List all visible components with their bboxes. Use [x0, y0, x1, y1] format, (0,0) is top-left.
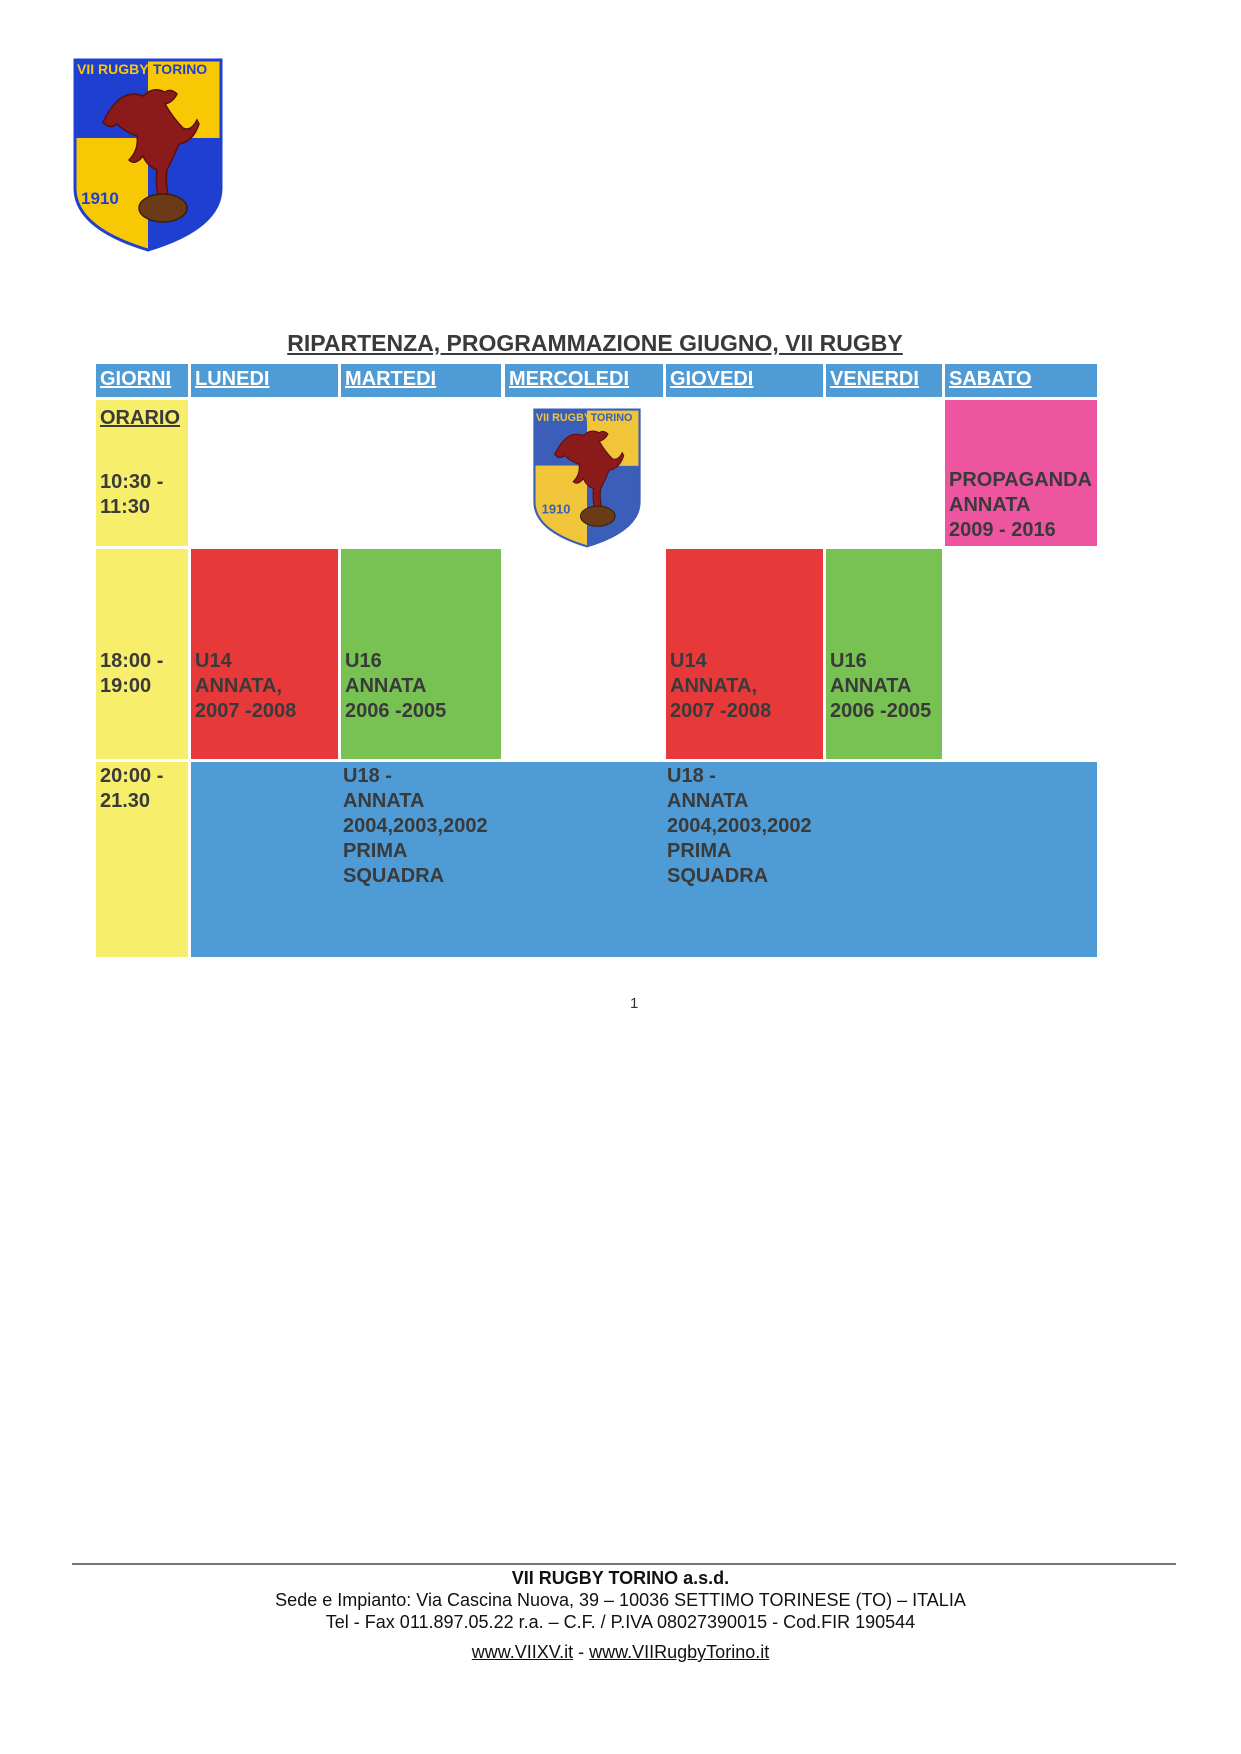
table-logo-year: 1910 [541, 501, 571, 517]
table-rugby-ball-icon [581, 506, 616, 526]
session-martedi-u16: U16 ANNATA 2006 -2005 [341, 549, 501, 759]
table-logo-text-right: TORINO [590, 412, 633, 425]
footer-links [0, 1642, 1241, 1663]
table-logo-text-left: VII RUGBY [535, 412, 592, 425]
logo-year: 1910 [81, 189, 119, 208]
header-martedi: MARTEDI [341, 364, 501, 397]
header-giovedi: GIOVEDI [666, 364, 823, 397]
table-club-logo [533, 406, 641, 550]
time-cell-evening [96, 549, 188, 759]
footer-contacts: Tel - Fax 011.897.05.22 r.a. – C.F. / P.IVA 08027390015 - Cod.FIR 190544 [325, 1612, 916, 1632]
document-title: RIPARTENZA, PROGRAMMAZIONE GIUGNO, VII RUGBY [287, 330, 903, 356]
time-label-evening: 18:00 - 19:00 [100, 650, 164, 697]
header-giorni: GIORNI [96, 364, 188, 397]
footer-link-separator: - [573, 1642, 590, 1662]
footer-link-viirugbytorino[interactable]: www.VIIRugbyTorino.it [589, 1642, 770, 1662]
session-giovedi-u14: U14 ANNATA, 2007 -2008 [666, 549, 823, 759]
time-label-late: 20:00 - 21.30 [100, 765, 164, 812]
session-sabato-propaganda: PROPAGANDA ANNATA 2009 - 2016 [945, 400, 1097, 546]
session-martedi-u18: U18 - ANNATA 2004,2003,2002 PRIMA SQUADRA [343, 765, 488, 887]
logo-text-left: VII RUGBY [77, 61, 149, 77]
header-venerdi: VENERDI [826, 364, 942, 397]
session-giovedi-u18: U18 - ANNATA 2004,2003,2002 PRIMA SQUADRA [667, 765, 812, 887]
rugby-ball-icon [139, 194, 187, 222]
footer-address: Sede e Impianto: Via Cascina Nuova, 39 – 10036 SETTIMO TORINESE (TO) – ITALIA [275, 1590, 966, 1610]
page-number: 1 [630, 995, 639, 1012]
club-logo [73, 58, 223, 252]
time-cell-morning [96, 400, 188, 546]
footer-link-viixv[interactable]: www.VIIXV.it [471, 1642, 574, 1662]
header-lunedi: LUNEDI [191, 364, 338, 397]
time-label-morning: 10:30 - 11:30 [100, 471, 164, 518]
session-lunedi-u14: U14 ANNATA, 2007 -2008 [191, 549, 338, 759]
session-band-u18 [191, 762, 1097, 957]
orario-label: ORARIO [100, 407, 180, 429]
logo-text-right: TORINO [153, 61, 208, 77]
footer-org: VII RUGBY TORINO a.s.d. [511, 1568, 730, 1588]
header-sabato: SABATO [945, 364, 1097, 397]
session-venerdi-u16: U16 ANNATA 2006 -2005 [826, 549, 942, 759]
header-mercoledi: MERCOLEDI [505, 364, 663, 397]
time-cell-late [96, 762, 188, 957]
